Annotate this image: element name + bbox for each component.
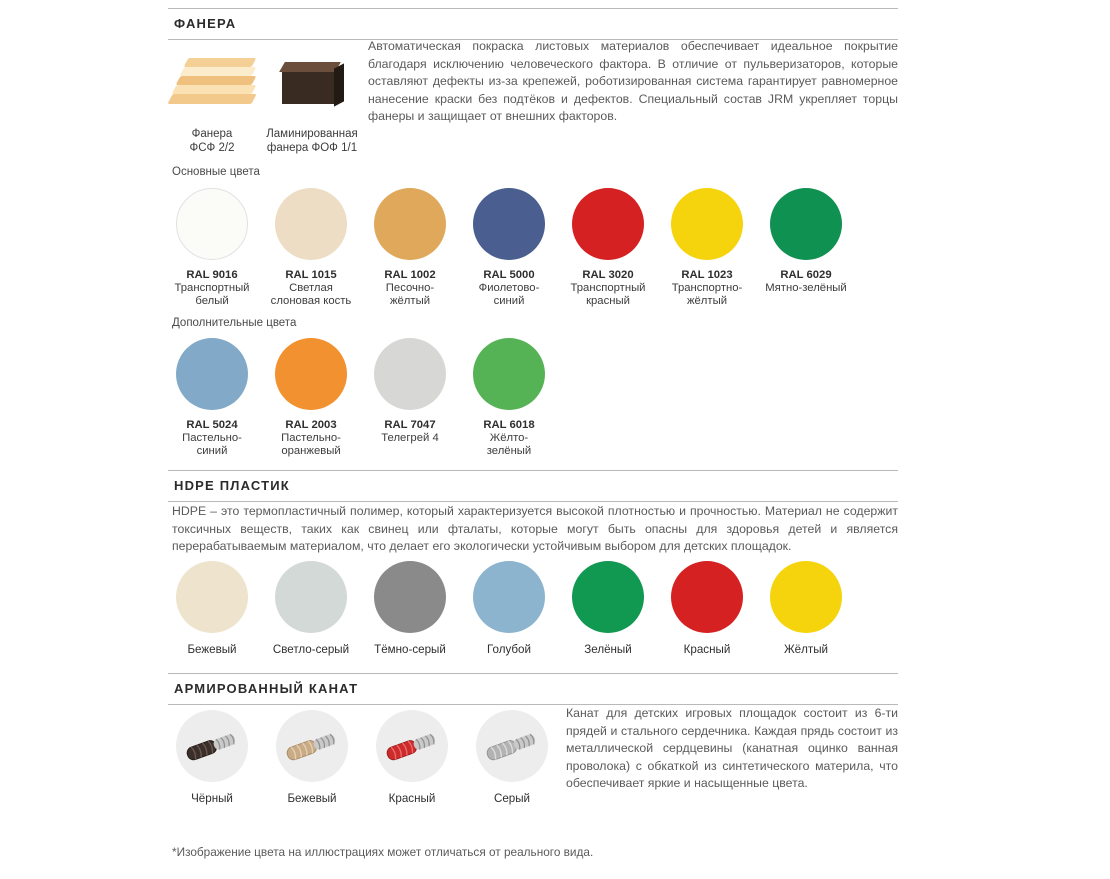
thumb-caption-line1: Ламинированная: [266, 128, 358, 140]
swatch-label: Голубой: [487, 643, 531, 656]
laminated-plywood-icon: [264, 44, 360, 122]
rope-gray[interactable]: [452, 710, 572, 805]
section-header-plywood: [168, 8, 898, 40]
swatch-code: RAL 3020: [582, 269, 634, 281]
color-dot: [671, 561, 743, 633]
footnote: *Изображение цвета на иллюстрациях может отличаться от реального вида.: [172, 845, 594, 859]
swatch-name-line1: Транспортный: [174, 282, 250, 294]
rope-icon: [276, 710, 348, 782]
swatch-code: RAL 6018: [483, 419, 535, 431]
swatch-name-line1: Телегрей 4: [381, 432, 439, 444]
swatch-code: RAL 6029: [780, 269, 832, 281]
rope-icon: [376, 710, 448, 782]
color-dot: [275, 338, 347, 410]
swatch-code: RAL 2003: [285, 419, 337, 431]
rope-label: Бежевый: [287, 792, 337, 805]
color-dot: [572, 188, 644, 260]
swatch-ral-6018[interactable]: [439, 338, 579, 458]
color-dot: [176, 561, 248, 633]
swatch-label: Тёмно-серый: [374, 643, 446, 656]
label-extra-colors: Дополнительные цвета: [172, 317, 297, 329]
swatch-code: RAL 5000: [483, 269, 535, 281]
color-dot: [770, 561, 842, 633]
swatch-code: RAL 7047: [384, 419, 436, 431]
section-title-rope: АРМИРОВАННЫЙ КАНАТ: [174, 681, 359, 696]
swatch-name-line1: Пастельно-: [182, 432, 242, 444]
rope-label: Серый: [493, 792, 531, 805]
rope-label: Чёрный: [191, 792, 233, 805]
swatch-name-line2: белый: [195, 295, 229, 307]
rope-icon: [476, 710, 548, 782]
rope-label: Красный: [388, 792, 436, 805]
label-main-colors: Основные цвета: [172, 166, 260, 178]
swatch-code: RAL 5024: [186, 419, 238, 431]
color-dot: [275, 561, 347, 633]
swatch-name-line1: Транспортный: [570, 282, 646, 294]
plywood-layers-illustration: [170, 58, 254, 110]
plywood-stack-icon: [164, 44, 260, 122]
swatch-label: Светло-серый: [272, 643, 350, 656]
swatch-name-line2: красный: [586, 295, 630, 307]
color-dot: [374, 188, 446, 260]
color-dot: [176, 188, 248, 260]
section-title-plywood: ФАНЕРА: [174, 16, 237, 31]
thumb-plywood-fof: [262, 44, 362, 155]
swatch-label: Жёлтый: [783, 643, 829, 656]
color-dot: [473, 188, 545, 260]
swatch-name-line1: Песочно-: [385, 282, 435, 294]
rope-illustration: [276, 710, 348, 782]
rope-icon: [176, 710, 248, 782]
swatch-name-line1: Мятно-зелёный: [765, 282, 847, 294]
swatch-name-line2: жёлтый: [686, 295, 728, 307]
swatch-name-line2: оранжевый: [281, 445, 341, 457]
hdpe-description: HDPE – это термопластичный полимер, который характеризуется высокой плотностью и прочностью. Материал не содержит токсичных веществ, таких как свинец или фталаты, которые могут быть опасны для здоровья детей и является перерабатываемым материалом, что делает его экологически устойчивым выбором для детских площадок.: [172, 504, 898, 553]
swatch-name-line2: жёлтый: [389, 295, 431, 307]
swatch-name-line1: Светлая: [289, 282, 333, 294]
swatch-ral-6029[interactable]: [736, 188, 876, 295]
swatch-name-line2: синий: [196, 445, 228, 457]
color-dot: [374, 561, 446, 633]
swatch-label: Зелёный: [584, 643, 632, 656]
swatch-code: RAL 1023: [681, 269, 733, 281]
thumb-caption-line1: Фанера: [191, 128, 233, 140]
rope-illustration: [476, 710, 548, 782]
rope-illustration: [176, 710, 248, 782]
color-dot: [374, 338, 446, 410]
swatch-label: Красный: [683, 643, 731, 656]
color-dot: [671, 188, 743, 260]
swatch-name-line1: Фиолетово-: [478, 282, 540, 294]
swatch-name-line1: Пастельно-: [281, 432, 341, 444]
swatch-code: RAL 1015: [285, 269, 337, 281]
thumb-plywood-fsf: [162, 44, 262, 155]
color-dot: [770, 188, 842, 260]
swatch-name-line1: Транспортно-: [671, 282, 743, 294]
swatch-name-line1: Жёлто-: [489, 432, 529, 444]
color-dot: [473, 561, 545, 633]
color-dot: [572, 561, 644, 633]
swatch-hdpe-yellow[interactable]: [736, 561, 876, 657]
rope-description: Канат для детских игровых площадок состоит из 6-ти прядей и стального сердечника. Каждая прядь состоит из металлической сердцевины (канатная оцинко ванная проволока) с обкаткой из синтетического материла, что обеспечивает яркие и насыщенные цвета.: [566, 706, 898, 790]
thumb-plywood-fof-caption: [262, 128, 362, 155]
color-dot: [275, 188, 347, 260]
plywood-description: Автоматическая покраска листовых материалов обеспечивает идеальное покрытие благодаря исключению человеческого фактора. В отличие от пульверизаторов, которые оставляют дефекты из-за крепежей, роботизированная система гарантирует равномерное нанесение краски без подтёков и дефектов. Специальный состав JRM укрепляет торцы фанеры и защищает от внешних факторов.: [368, 39, 898, 123]
swatch-code: RAL 9016: [186, 269, 238, 281]
section-title-hdpe: HDPE ПЛАСТИК: [174, 478, 290, 493]
section-header-rope: [168, 673, 898, 705]
color-dot: [176, 338, 248, 410]
thumb-caption-line2: ФСФ 2/2: [189, 141, 235, 154]
swatch-name-line2: слоновая кость: [270, 295, 352, 307]
laminated-block-illustration: [278, 54, 346, 114]
color-dot: [473, 338, 545, 410]
swatch-name-line2: синий: [493, 295, 525, 307]
swatch-name-line2: зелёный: [486, 445, 532, 457]
rope-illustration: [376, 710, 448, 782]
thumb-plywood-fsf-caption: [162, 128, 262, 155]
swatch-label: Бежевый: [187, 643, 237, 656]
section-header-hdpe: [168, 470, 898, 502]
swatch-code: RAL 1002: [384, 269, 436, 281]
thumb-caption-line2: фанера ФОФ 1/1: [266, 141, 358, 154]
